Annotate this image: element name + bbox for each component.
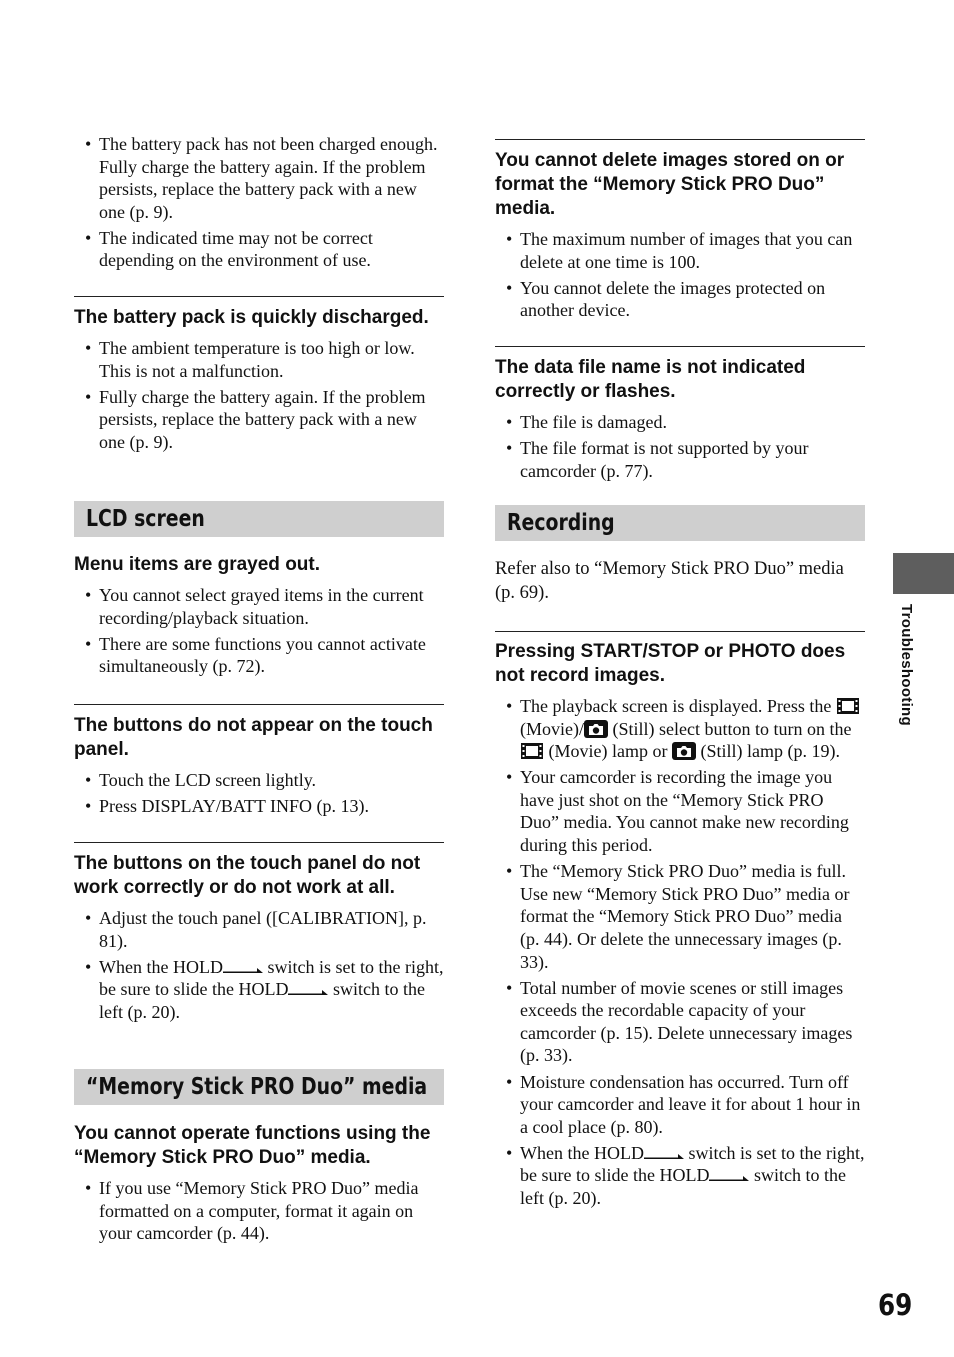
intro-list-block: [74, 133, 444, 276]
memory-stick-section-bar: [74, 1069, 444, 1105]
filename-section: [495, 346, 865, 486]
recording-section-title: Recording: [507, 510, 615, 536]
ms-operate-section: [74, 1122, 444, 1248]
buttons-heading: The buttons do not appear on the touch panel.: [74, 715, 433, 760]
list-item: • There are some functions you cannot activate simultaneously (p. 72).: [74, 633, 444, 678]
touch-heading: The buttons on the touch panel do not work correctly or do not work at all.: [74, 853, 421, 898]
list-item: • Total number of movie scenes or still images exceeds the recordable capacity of your camcorder (p. 15). Delete unnecessary images (p. 33).: [495, 977, 865, 1067]
list-item: • Press DISPLAY/BATT INFO (p. 13).: [74, 795, 444, 818]
list-item: • The ambient temperature is too high or low. This is not a malfunction.: [74, 337, 444, 382]
text-segment: (Movie) lamp or: [544, 741, 672, 762]
list-item: • Your camcorder is recording the image you have just shot on the “Memory Stick PRO Duo” media. You cannot make new recording during this period.: [495, 766, 865, 856]
hold-arrow-icon: [709, 1172, 749, 1184]
filename-bullet-list: [495, 411, 865, 482]
movie-icon: [836, 697, 860, 715]
pressing-heading: Pressing START/STOP or PHOTO does not record images.: [495, 641, 846, 686]
side-tab-label: Troubleshooting: [898, 604, 915, 726]
refer-paragraph: Refer also to “Memory Stick PRO Duo” media (p. 69).: [495, 559, 844, 603]
list-item: • Adjust the touch panel ([CALIBRATION], p. 81).: [74, 907, 444, 952]
touch-section: [74, 842, 444, 1027]
hold-arrow-icon: [223, 964, 263, 976]
text-segment: (Movie)/: [520, 718, 584, 739]
delete-section: [495, 139, 865, 325]
still-camera-icon: [584, 720, 608, 738]
movie-icon: [520, 742, 544, 760]
text-segment: The playback screen is displayed. Press the: [520, 696, 836, 716]
menu-section: [74, 553, 444, 681]
delete-bullet-list: [495, 228, 865, 322]
hold-text-a: When the HOLD: [99, 956, 223, 977]
buttons-section: [74, 704, 444, 821]
list-item: • The indicated time may not be correct depending on the environment of use.: [74, 227, 444, 272]
list-item: [495, 695, 865, 763]
memory-stick-section-title: “Memory Stick PRO Duo” media: [86, 1074, 428, 1100]
text-segment: (Still) select button to turn on the: [607, 718, 852, 739]
menu-heading: Menu items are grayed out.: [74, 554, 321, 575]
hold-text-b: switch is set to the right, be sure to slide the HOLD: [99, 956, 444, 1000]
intro-bullet-list: [74, 133, 444, 272]
list-item: • You cannot delete the images protected on another device.: [495, 277, 865, 322]
hold-arrow-icon: [644, 1150, 684, 1162]
delete-heading: You cannot delete images stored on or format the “Memory Stick PRO Duo” media.: [495, 150, 845, 219]
pressing-bullet-list: [495, 695, 865, 1210]
list-item: • If you use “Memory Stick PRO Duo” media formatted on a computer, format it again on your camcorder (p. 44).: [74, 1177, 444, 1245]
section-tab-marker: [893, 553, 954, 594]
list-item: • The file is damaged.: [495, 411, 865, 434]
list-item: • You cannot select grayed items in the current recording/playback situation.: [74, 584, 444, 629]
lcd-screen-section-title: LCD screen: [86, 506, 205, 532]
hold-text-c: switch to the left (p. 20).: [520, 1165, 846, 1208]
filename-heading: The data file name is not indicated correctly or flashes.: [495, 357, 806, 402]
list-item: [74, 956, 444, 1024]
list-item: • Touch the LCD screen lightly.: [74, 769, 444, 792]
battery-section: [74, 296, 444, 457]
hold-arrow-icon: [288, 986, 328, 998]
battery-heading: The battery pack is quickly discharged.: [74, 307, 429, 328]
ms-operate-bullet-list: [74, 1177, 444, 1245]
still-camera-icon: [672, 742, 696, 760]
refer-paragraph-block: [495, 557, 865, 605]
ms-operate-heading: You cannot operate functions using the “Memory Stick PRO Duo” media.: [74, 1123, 431, 1168]
list-item: [495, 1142, 865, 1210]
list-item: • The maximum number of images that you can delete at one time is 100.: [495, 228, 865, 273]
hold-text-a: When the HOLD: [520, 1142, 644, 1163]
menu-bullet-list: [74, 584, 444, 678]
list-item: • The file format is not supported by your camcorder (p. 77).: [495, 437, 865, 482]
side-tab-label-box: [898, 604, 918, 744]
text-segment: (Still) lamp (p. 19).: [695, 741, 840, 762]
touch-bullet-list: [74, 907, 444, 1023]
page-number: 69: [878, 1288, 913, 1322]
list-item: • The battery pack has not been charged enough. Fully charge the battery again. If the problem persists, replace the battery pack with a new one (p. 9).: [74, 133, 444, 223]
list-item: • Moisture condensation has occurred. Turn off your camcorder and leave it for about 1 hour in a cool place (p. 80).: [495, 1071, 865, 1139]
hold-text-c: switch to the left (p. 20).: [99, 979, 425, 1022]
list-item: • The “Memory Stick PRO Duo” media is full. Use new “Memory Stick PRO Duo” media or format the “Memory Stick PRO Duo” media (p. 44). Or delete the unnecessary images (p. 33).: [495, 860, 865, 973]
lcd-screen-section-bar: [74, 501, 444, 537]
battery-bullet-list: [74, 337, 444, 453]
pressing-section: [495, 631, 865, 1213]
list-item: • Fully charge the battery again. If the problem persists, replace the battery pack with a new one (p. 9).: [74, 386, 444, 454]
recording-section-bar: [495, 505, 865, 541]
hold-text-b: switch is set to the right, be sure to slide the HOLD: [520, 1142, 865, 1186]
buttons-bullet-list: [74, 769, 444, 818]
